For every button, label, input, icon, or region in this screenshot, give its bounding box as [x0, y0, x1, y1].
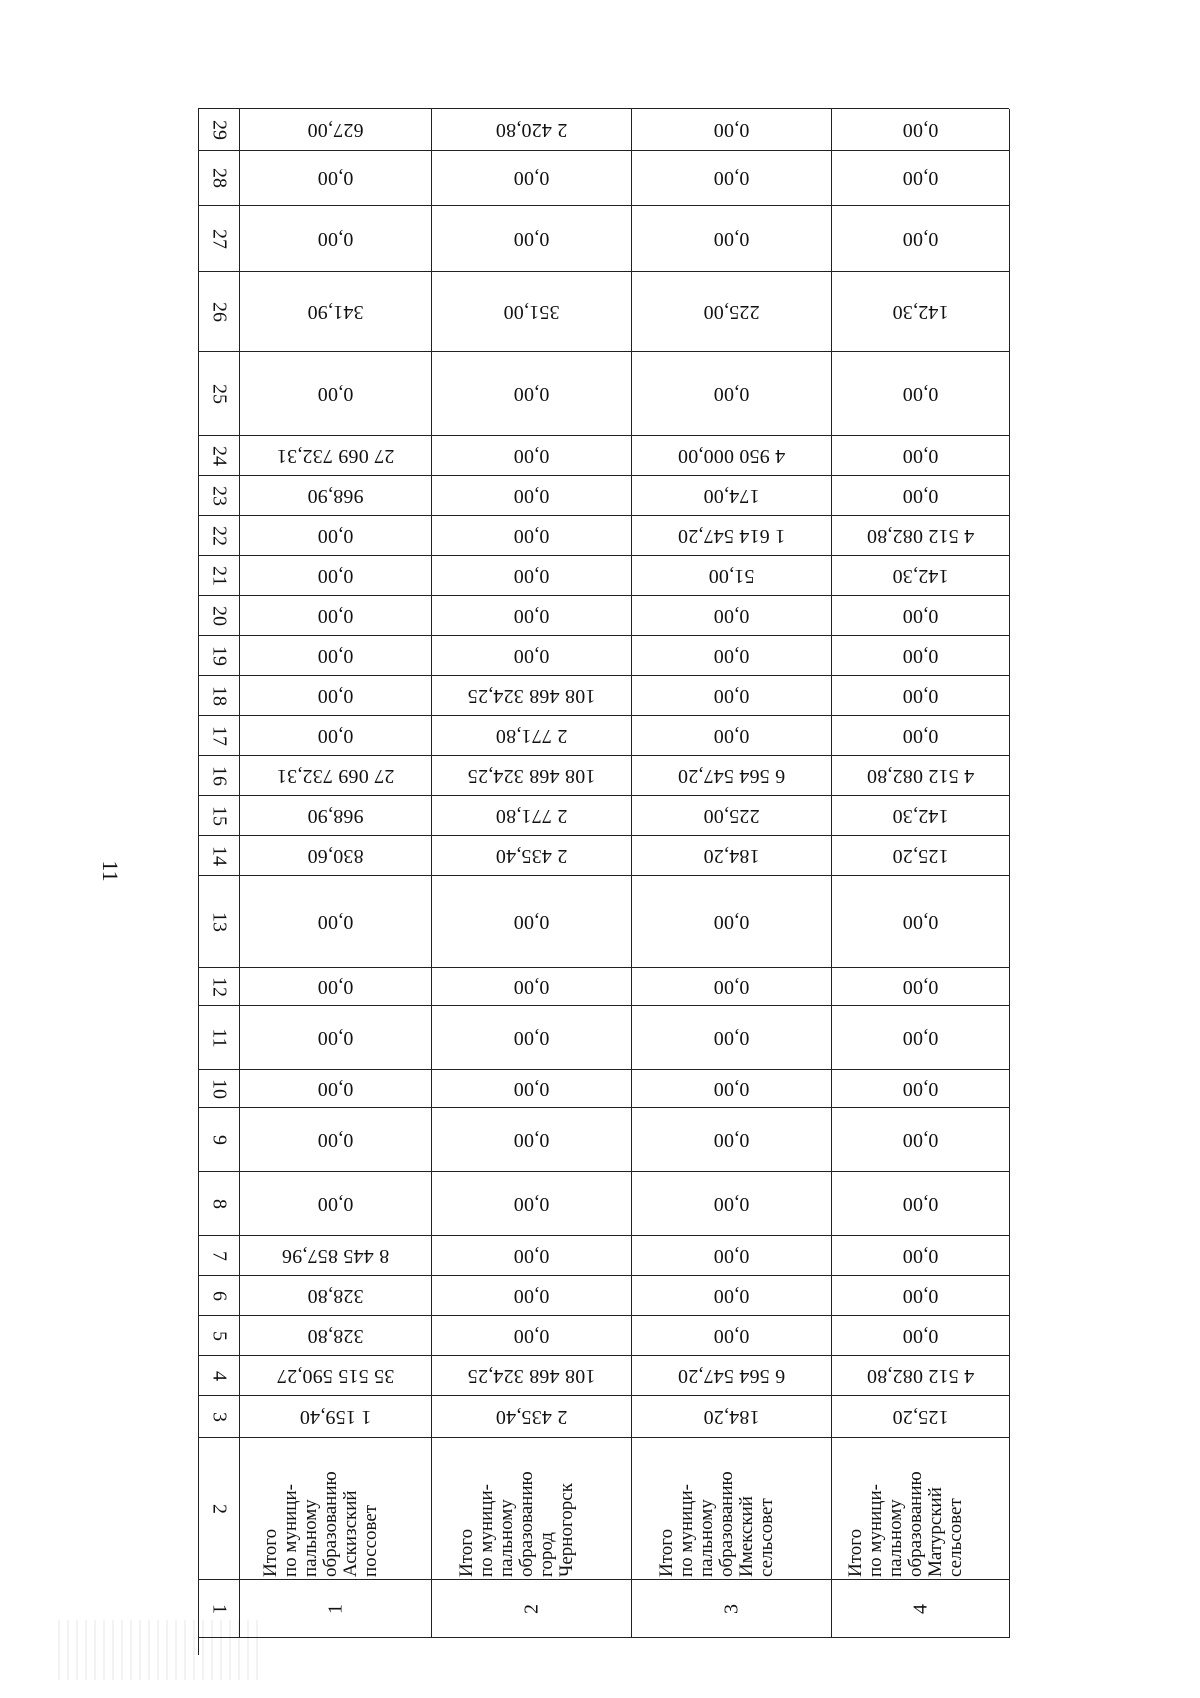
- column-number-cell: [199, 596, 240, 636]
- column-number-cell: [199, 476, 240, 516]
- table-cell: [632, 876, 832, 968]
- cell-value: 0,00: [513, 976, 550, 998]
- cell-value: 0,00: [513, 167, 550, 190]
- cell-value: 225,00: [703, 301, 760, 323]
- table-cell: [240, 206, 432, 272]
- cell-value: 0,00: [317, 911, 354, 933]
- table-cell: [432, 1108, 632, 1172]
- table-cell: [432, 676, 632, 716]
- table-cell: [632, 1070, 832, 1108]
- row-index-cell: [832, 1580, 1010, 1638]
- cell-value: 51,00: [708, 565, 755, 587]
- cell-value: 184,20: [703, 845, 760, 867]
- table-cell: [432, 1356, 632, 1396]
- table-cell: [432, 716, 632, 756]
- column-number: 14: [208, 845, 231, 866]
- cell-value: 0,00: [713, 1193, 750, 1215]
- cell-value: 0,00: [317, 1193, 354, 1215]
- table-cell: [832, 756, 1010, 796]
- table-cell: [432, 796, 632, 836]
- cell-value: 0,00: [902, 725, 939, 747]
- table-cell: [432, 1316, 632, 1356]
- cell-value: 0,00: [902, 911, 939, 933]
- cell-value: 0,00: [713, 1325, 750, 1347]
- row-index-cell: [632, 1580, 832, 1638]
- cell-value: 0,00: [713, 1078, 750, 1100]
- cell-value: 0,00: [902, 1245, 939, 1267]
- table-cell: [632, 352, 832, 436]
- column-number-cell: [199, 352, 240, 436]
- cell-value: 0,00: [902, 1078, 939, 1100]
- cell-value: 125,20: [892, 845, 949, 867]
- row-label: Итого по муници- пальному образованию Имекский сельсовет: [655, 1470, 777, 1577]
- cell-value: 8 445 857,96: [281, 1245, 390, 1267]
- cell-value: 184,20: [703, 1406, 760, 1428]
- row-index-cell: [432, 1580, 632, 1638]
- cell-value: 0,00: [713, 911, 750, 933]
- table-cell: [240, 476, 432, 516]
- table-cell: [240, 1316, 432, 1356]
- cell-value: 108 468 324,25: [467, 685, 596, 707]
- table-cell: [240, 676, 432, 716]
- column-number: 28: [208, 168, 231, 188]
- column-number-cell: [199, 836, 240, 876]
- cell-value: 0,00: [713, 1245, 750, 1267]
- table-cell: [432, 436, 632, 476]
- table-cell: [632, 968, 832, 1006]
- cell-value: 2 771,80: [495, 725, 568, 747]
- column-number: 3: [208, 1411, 231, 1422]
- table-cell: [432, 516, 632, 556]
- table-cell: [240, 151, 432, 206]
- table-cell: [832, 596, 1010, 636]
- table-cell: [632, 676, 832, 716]
- column-number: 13: [208, 911, 231, 932]
- table-cell: [632, 151, 832, 206]
- column-number: 5: [208, 1330, 231, 1341]
- table-cell: [240, 1356, 432, 1396]
- column-number-cell: [199, 1316, 240, 1356]
- table-cell: [432, 756, 632, 796]
- row-index: 4: [909, 1603, 931, 1614]
- cell-value: 174,00: [703, 485, 760, 507]
- table-cell: [832, 516, 1010, 556]
- cell-value: 0,00: [713, 725, 750, 747]
- column-number: 9: [208, 1134, 231, 1145]
- table-cell: [432, 1172, 632, 1236]
- row-index: 2: [520, 1603, 542, 1614]
- cell-value: 6 564 547,20: [677, 765, 786, 787]
- cell-value: 0,00: [513, 525, 550, 547]
- table-cell: [832, 352, 1010, 436]
- cell-value: 0,00: [317, 565, 354, 587]
- cell-value: 0,00: [902, 485, 939, 507]
- column-number: 17: [208, 725, 231, 746]
- table-cell: [632, 109, 832, 151]
- row-index-cell: [240, 1580, 432, 1638]
- cell-value: 35 515 590,27: [276, 1365, 395, 1387]
- table-cell: [632, 1276, 832, 1316]
- column-number: 27: [208, 228, 231, 249]
- cell-value: 0,00: [902, 605, 939, 627]
- table-cell: [432, 876, 632, 968]
- cell-value: 108 468 324,25: [467, 765, 596, 787]
- cell-value: 1 614 547,20: [677, 525, 786, 547]
- table-cell: [832, 796, 1010, 836]
- cell-value: 0,00: [713, 605, 750, 627]
- cell-value: 0,00: [513, 1285, 550, 1307]
- table-cell: [632, 596, 832, 636]
- cell-value: 2 435,40: [495, 845, 568, 867]
- column-number: 11: [208, 1027, 231, 1048]
- table-cell: [432, 272, 632, 352]
- cell-value: 0,00: [902, 167, 939, 190]
- column-number-cell: [199, 796, 240, 836]
- cell-value: 2 435,40: [495, 1406, 568, 1428]
- cell-value: 4 512 082,80: [866, 765, 975, 787]
- cell-value: 0,00: [513, 911, 550, 933]
- page-number: 11: [98, 860, 123, 882]
- cell-value: 0,00: [513, 1129, 550, 1151]
- table-cell: [832, 1356, 1010, 1396]
- cell-value: 0,00: [902, 1129, 939, 1151]
- cell-value: 0,00: [513, 645, 550, 667]
- cell-value: 0,00: [902, 1027, 939, 1049]
- table-cell: [240, 1396, 432, 1438]
- column-number: 12: [208, 976, 231, 997]
- table-cell: [432, 556, 632, 596]
- cell-value: 0,00: [902, 685, 939, 707]
- table-cell: [832, 206, 1010, 272]
- row-label: Итого по муници- пальному образованию Матурский сельсовет: [844, 1470, 966, 1577]
- cell-value: 968,90: [307, 805, 364, 827]
- cell-value: 0,00: [513, 1245, 550, 1267]
- column-number-cell: [199, 756, 240, 796]
- cell-value: 0,00: [513, 1078, 550, 1100]
- column-number-cell: [199, 1276, 240, 1316]
- table-cell: [632, 716, 832, 756]
- cell-value: 0,00: [513, 565, 550, 587]
- row-label-cell: [632, 1438, 832, 1580]
- column-number-cell: [199, 876, 240, 968]
- table-cell: [432, 1396, 632, 1438]
- scan-artifact: [58, 1620, 258, 1680]
- cell-value: 142,30: [892, 805, 949, 827]
- cell-value: 6 564 547,20: [677, 1365, 786, 1387]
- table-cell: [432, 109, 632, 151]
- column-number-cell: [199, 1438, 240, 1580]
- column-number: 23: [208, 485, 231, 506]
- cell-value: 125,20: [892, 1406, 949, 1428]
- cell-value: 0,00: [513, 1325, 550, 1347]
- table-cell: [432, 1236, 632, 1276]
- table-cell: [432, 1070, 632, 1108]
- table-cell: [240, 352, 432, 436]
- column-number: 8: [208, 1198, 231, 1209]
- cell-value: 0,00: [317, 167, 354, 190]
- cell-value: 0,00: [317, 1129, 354, 1151]
- cell-value: 0,00: [317, 645, 354, 667]
- cell-value: 341,90: [307, 301, 364, 323]
- cell-value: 328,80: [307, 1285, 364, 1307]
- table-cell: [632, 796, 832, 836]
- table-cell: [240, 436, 432, 476]
- cell-value: 0,00: [317, 605, 354, 627]
- cell-value: 4 512 082,80: [866, 525, 975, 547]
- table-cell: [632, 1356, 832, 1396]
- cell-value: 0,00: [902, 1193, 939, 1215]
- table-cell: [432, 206, 632, 272]
- table-cell: [632, 636, 832, 676]
- table-cell: [832, 836, 1010, 876]
- table-cell: [240, 796, 432, 836]
- column-number-cell: [199, 1236, 240, 1276]
- cell-value: 0,00: [902, 1285, 939, 1307]
- cell-value: 4 950 000,00: [677, 445, 786, 467]
- cell-value: 0,00: [513, 605, 550, 627]
- cell-value: 0,00: [713, 119, 750, 141]
- cell-value: 0,00: [713, 645, 750, 667]
- table-cell: [240, 756, 432, 796]
- table-cell: [632, 556, 832, 596]
- cell-value: 0,00: [902, 1325, 939, 1347]
- cell-value: 27 069 732,31: [276, 765, 395, 787]
- cell-value: 27 069 732,31: [276, 445, 395, 467]
- table-cell: [240, 109, 432, 151]
- cell-value: 0,00: [513, 445, 550, 467]
- column-number: 10: [208, 1078, 231, 1099]
- table-cell: [832, 968, 1010, 1006]
- column-number-cell: [199, 1006, 240, 1070]
- column-number: 24: [208, 445, 231, 466]
- table-cell: [632, 272, 832, 352]
- column-number-cell: [199, 1356, 240, 1396]
- cell-value: 0,00: [902, 645, 939, 667]
- row-label-cell: [432, 1438, 632, 1580]
- cell-value: 0,00: [317, 685, 354, 707]
- cell-value: 0,00: [713, 1027, 750, 1049]
- table-cell: [432, 476, 632, 516]
- cell-value: 0,00: [902, 445, 939, 467]
- table-cell: [832, 1316, 1010, 1356]
- table-cell: [832, 1236, 1010, 1276]
- data-table: [198, 108, 1009, 1655]
- cell-value: 0,00: [513, 228, 550, 250]
- column-number-cell: [199, 556, 240, 596]
- cell-value: 0,00: [317, 1027, 354, 1049]
- table-cell: [632, 1108, 832, 1172]
- cell-value: 0,00: [713, 1129, 750, 1151]
- table-cell: [832, 1006, 1010, 1070]
- table-cell: [240, 272, 432, 352]
- cell-value: 142,30: [892, 301, 949, 323]
- table-cell: [432, 1006, 632, 1070]
- column-number-cell: [199, 151, 240, 206]
- column-number-cell: [199, 1108, 240, 1172]
- table-cell: [632, 756, 832, 796]
- table-cell: [832, 1276, 1010, 1316]
- table-cell: [240, 1236, 432, 1276]
- column-number: 18: [208, 685, 231, 706]
- column-number-cell: [199, 272, 240, 352]
- table-cell: [632, 1172, 832, 1236]
- cell-value: 1 159,40: [299, 1406, 372, 1428]
- cell-value: 0,00: [513, 1027, 550, 1049]
- table-cell: [240, 836, 432, 876]
- cell-value: 0,00: [713, 685, 750, 707]
- row-label: Итого по муници- пальному образованию город Черногорск: [455, 1470, 577, 1577]
- table-cell: [832, 876, 1010, 968]
- column-number-cell: [199, 109, 240, 151]
- table-cell: [632, 206, 832, 272]
- column-number-cell: [199, 676, 240, 716]
- cell-value: 0,00: [317, 725, 354, 747]
- column-number: 2: [208, 1503, 231, 1514]
- cell-value: 0,00: [713, 1285, 750, 1307]
- table-cell: [832, 436, 1010, 476]
- cell-value: 0,00: [902, 228, 939, 250]
- cell-value: 328,80: [307, 1325, 364, 1347]
- cell-value: 0,00: [902, 383, 939, 405]
- cell-value: 4 512 082,80: [866, 1365, 975, 1387]
- column-number-cell: [199, 636, 240, 676]
- table-cell: [240, 556, 432, 596]
- table-cell: [832, 1070, 1010, 1108]
- column-number: 1: [208, 1603, 231, 1614]
- table-cell: [632, 476, 832, 516]
- cell-value: 0,00: [513, 383, 550, 405]
- table-cell: [240, 716, 432, 756]
- cell-value: 0,00: [317, 228, 354, 250]
- table-cell: [432, 352, 632, 436]
- column-number: 4: [208, 1370, 231, 1381]
- cell-value: 0,00: [902, 119, 939, 141]
- column-number-cell: [199, 1396, 240, 1438]
- cell-value: 0,00: [513, 485, 550, 507]
- table-cell: [432, 836, 632, 876]
- cell-value: 627,00: [307, 119, 364, 141]
- table-cell: [632, 836, 832, 876]
- cell-value: 0,00: [317, 1078, 354, 1100]
- column-number: 16: [208, 765, 231, 786]
- table-cell: [632, 516, 832, 556]
- table-cell: [632, 436, 832, 476]
- column-number: 6: [208, 1290, 231, 1301]
- row-index: 3: [720, 1603, 742, 1614]
- column-number-cell: [199, 716, 240, 756]
- table-cell: [832, 1172, 1010, 1236]
- cell-value: 0,00: [513, 1193, 550, 1215]
- column-number-cell: [199, 206, 240, 272]
- table-cell: [832, 151, 1010, 206]
- table-cell: [832, 272, 1010, 352]
- cell-value: 0,00: [713, 167, 750, 190]
- column-number-cell: [199, 516, 240, 556]
- column-number-cell: [199, 1070, 240, 1108]
- table-cell: [432, 636, 632, 676]
- table-cell: [240, 876, 432, 968]
- table-cell: [240, 1172, 432, 1236]
- table-cell: [240, 1006, 432, 1070]
- column-number: 20: [208, 605, 231, 626]
- cell-value: 0,00: [902, 976, 939, 998]
- column-number-cell: [199, 436, 240, 476]
- row-label: Итого по муници- пальному образованию Аскизский поссовет: [259, 1470, 381, 1577]
- table-cell: [432, 1276, 632, 1316]
- row-label-cell: [832, 1438, 1010, 1580]
- table-cell: [632, 1006, 832, 1070]
- cell-value: 225,00: [703, 805, 760, 827]
- table-cell: [240, 1108, 432, 1172]
- table-cell: [240, 1070, 432, 1108]
- cell-value: 0,00: [317, 525, 354, 547]
- column-number: 26: [208, 301, 231, 322]
- cell-value: 351,00: [503, 301, 560, 323]
- table-cell: [240, 596, 432, 636]
- table-cell: [832, 556, 1010, 596]
- cell-value: 968,90: [307, 485, 364, 507]
- column-number: 19: [208, 645, 231, 666]
- table-cell: [832, 676, 1010, 716]
- table-cell: [832, 1108, 1010, 1172]
- table-cell: [432, 151, 632, 206]
- cell-value: 2 420,80: [495, 119, 568, 141]
- table-cell: [832, 476, 1010, 516]
- column-number: 29: [208, 119, 231, 140]
- cell-value: 830,60: [307, 845, 364, 867]
- row-label-cell: [240, 1438, 432, 1580]
- table-cell: [832, 716, 1010, 756]
- table-cell: [240, 968, 432, 1006]
- table-cell: [432, 596, 632, 636]
- table-cell: [632, 1236, 832, 1276]
- row-index: 1: [324, 1603, 346, 1614]
- cell-value: 0,00: [317, 976, 354, 998]
- table-cell: [240, 1276, 432, 1316]
- column-number-cell: [199, 968, 240, 1006]
- cell-value: 0,00: [713, 976, 750, 998]
- table-cell: [432, 968, 632, 1006]
- table-cell: [240, 636, 432, 676]
- column-number: 22: [208, 525, 231, 546]
- table-cell: [832, 636, 1010, 676]
- table-cell: [240, 516, 432, 556]
- cell-value: 0,00: [317, 383, 354, 405]
- cell-value: 0,00: [713, 228, 750, 250]
- table-cell: [832, 109, 1010, 151]
- table-cell: [632, 1316, 832, 1356]
- column-number: 7: [208, 1250, 231, 1261]
- column-number: 15: [208, 805, 231, 826]
- table-cell: [832, 1396, 1010, 1438]
- column-number: 25: [208, 383, 231, 404]
- cell-value: 108 468 324,25: [467, 1365, 596, 1387]
- cell-value: 142,30: [892, 565, 949, 587]
- cell-value: 2 771,80: [495, 805, 568, 827]
- column-number: 21: [208, 565, 231, 586]
- cell-value: 0,00: [713, 383, 750, 405]
- table-cell: [632, 1396, 832, 1438]
- column-number-cell: [199, 1172, 240, 1236]
